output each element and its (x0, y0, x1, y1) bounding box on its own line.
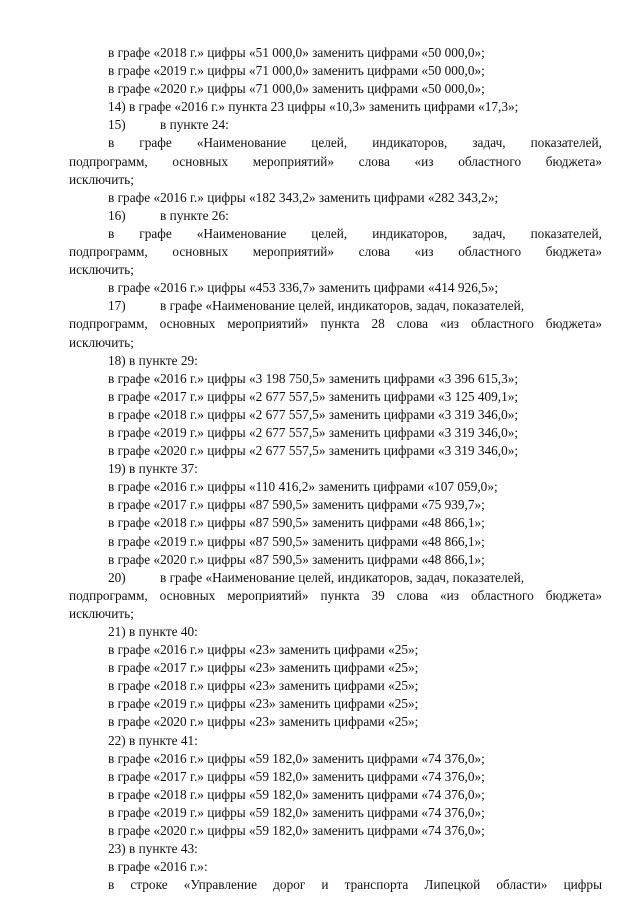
text-line: в графе «Наименование целей, индикаторов, задач, показателей, (160, 298, 525, 314)
item-number: 17) (108, 298, 126, 314)
numbered-line (69, 297, 602, 315)
text-line: в пункте 24: (160, 117, 229, 133)
text-line: в графе «2017 г.» цифры «59 182,0» заменить цифрами «74 376,0»; (108, 768, 485, 784)
text-line: в графе «2016 г.»: (108, 859, 208, 875)
item-number: 20) (108, 569, 126, 585)
text-line: в графе «2018 г.» цифры «51 000,0» заменить цифрами «50 000,0»; (108, 45, 485, 60)
text-line: в графе «2018 г.» цифры «23» заменить цифрами «25»; (108, 678, 419, 694)
text-line: в графе «2020 г.» цифры «2 677 557,5» заменить цифрами «3 319 346,0»; (108, 443, 519, 459)
text-line: 22) в пункте 41: (108, 732, 198, 748)
text-line: в графе «Наименование целей, индикаторов, задач, показателей, (108, 135, 602, 151)
text-line: в графе «2016 г.» цифры «453 336,7» заменить цифрами «414 926,5»; (108, 280, 499, 296)
document-body (69, 44, 602, 894)
text-line: исключить; (69, 171, 134, 187)
text-line: в графе «Наименование целей, индикаторов, задач, показателей, (160, 569, 525, 585)
text-line: в пункте 26: (160, 207, 229, 223)
text-line: в графе «2020 г.» цифры «87 590,5» заменить цифрами «48 866,1»; (108, 551, 485, 567)
text-line: в графе «2017 г.» цифры «87 590,5» заменить цифрами «75 939,7»; (108, 497, 485, 513)
text-line: в графе «2017 г.» цифры «2 677 557,5» заменить цифрами «3 125 409,1»; (108, 388, 519, 404)
text-line: в графе «2019 г.» цифры «71 000,0» заменить цифрами «50 000,0»; (108, 63, 485, 79)
text-line: в графе «2019 г.» цифры «87 590,5» заменить цифрами «48 866,1»; (108, 533, 485, 549)
item-number: 16) (108, 207, 126, 223)
text-line: в графе «2018 г.» цифры «59 182,0» заменить цифрами «74 376,0»; (108, 786, 485, 802)
text-line: в графе «2020 г.» цифры «23» заменить цифрами «25»; (108, 714, 419, 730)
numbered-line (69, 569, 602, 587)
text-line: в графе «2016 г.» цифры «23» заменить цифрами «25»; (108, 642, 419, 658)
text-line: подпрограмм, основных мероприятий» слова «из областного бюджета» (69, 153, 602, 169)
text-line: в графе «2020 г.» цифры «59 182,0» заменить цифрами «74 376,0»; (108, 823, 485, 839)
numbered-line (69, 207, 602, 225)
text-line: 19) в пункте 37: (108, 461, 198, 477)
text-line: в графе «2016 г.» цифры «3 198 750,5» заменить цифрами «3 396 615,3»; (108, 370, 519, 386)
text-line: в графе «2020 г.» цифры «71 000,0» заменить цифрами «50 000,0»; (108, 81, 485, 97)
text-line: в графе «2017 г.» цифры «23» заменить цифрами «25»; (108, 660, 419, 676)
item-number: 15) (108, 117, 126, 133)
numbered-line (69, 116, 602, 134)
text-line: в графе «2018 г.» цифры «87 590,5» заменить цифрами «48 866,1»; (108, 515, 485, 531)
text-line: в графе «2019 г.» цифры «2 677 557,5» заменить цифрами «3 319 346,0»; (108, 424, 519, 440)
text-line: подпрограмм, основных мероприятий» пункта 28 слова «из областного бюджета» (69, 316, 602, 332)
text-line: в строке «Управление дорог и транспорта Липецкой области» цифры (108, 877, 602, 893)
text-line: в графе «2018 г.» цифры «2 677 557,5» заменить цифрами «3 319 346,0»; (108, 406, 519, 422)
text-line: в графе «2019 г.» цифры «59 182,0» заменить цифрами «74 376,0»; (108, 804, 485, 820)
text-line: 14) в графе «2016 г.» пункта 23 цифры «10,3» заменить цифрами «17,3»; (108, 99, 519, 115)
text-line: исключить; (69, 605, 134, 621)
text-line: в графе «2016 г.» цифры «110 416,2» заменить цифрами «107 059,0»; (108, 479, 498, 495)
text-line: исключить; (69, 262, 134, 278)
text-line: 23) в пункте 43: (108, 841, 198, 857)
text-line: исключить; (69, 334, 134, 350)
text-line: в графе «2016 г.» цифры «59 182,0» заменить цифрами «74 376,0»; (108, 750, 485, 766)
text-line: в графе «2019 г.» цифры «23» заменить цифрами «25»; (108, 696, 419, 712)
text-line: 21) в пункте 40: (108, 624, 198, 639)
text-line: подпрограмм, основных мероприятий» слова «из областного бюджета» (69, 244, 602, 260)
text-line: подпрограмм, основных мероприятий» пункта 39 слова «из областного бюджета» (69, 587, 602, 603)
text-line: в графе «2016 г.» цифры «182 343,2» заменить цифрами «282 343,2»; (108, 189, 499, 205)
text-line: 18) в пункте 29: (108, 352, 198, 368)
text-line: в графе «Наименование целей, индикаторов, задач, показателей, (108, 225, 602, 241)
